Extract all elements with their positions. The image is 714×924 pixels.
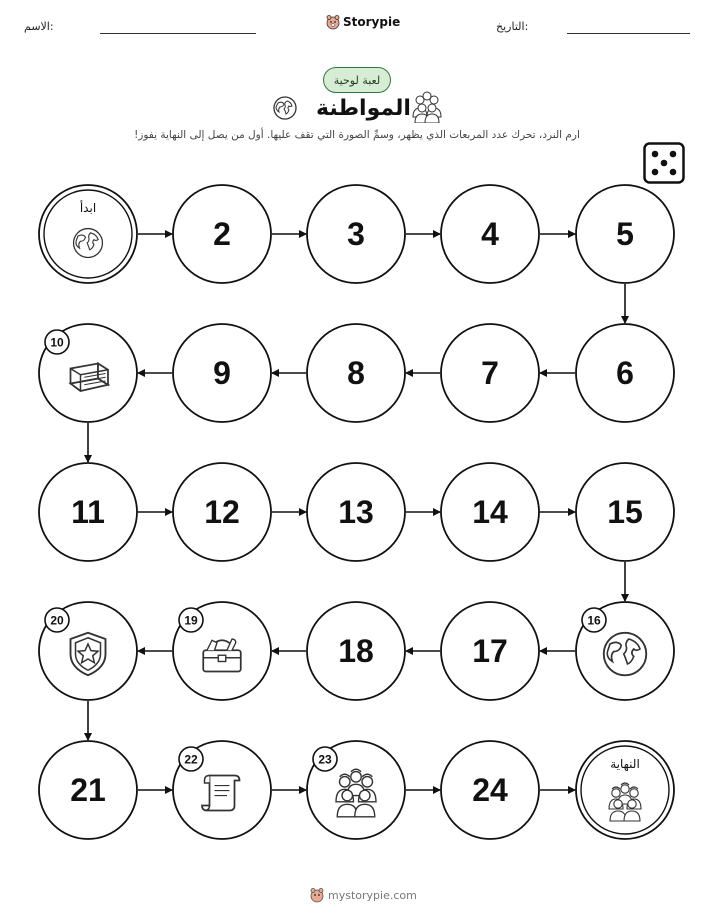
- space-number: 6: [616, 355, 634, 391]
- board-space: [173, 741, 271, 839]
- board-space: [441, 185, 539, 283]
- storypie-mascot-icon: [310, 887, 324, 903]
- space-number: 20: [50, 613, 64, 628]
- brand-name: Storypie: [343, 15, 401, 29]
- space-number: 19: [184, 613, 198, 628]
- board-space: [307, 324, 405, 422]
- board-space: [441, 741, 539, 839]
- space-number: 18: [338, 633, 374, 669]
- board-space: [307, 741, 405, 839]
- space-number: 10: [50, 335, 64, 350]
- book-icon: [71, 364, 109, 392]
- space-number: 7: [481, 355, 499, 391]
- space-number: 14: [472, 494, 508, 530]
- space-number: 5: [616, 216, 634, 252]
- space-number: 21: [70, 772, 106, 808]
- board-space: [39, 602, 137, 700]
- board-space: [576, 602, 674, 700]
- board-space: [307, 602, 405, 700]
- board-space: [39, 324, 137, 422]
- globe-icon: [604, 633, 647, 676]
- instructions-text: ارم النرد، تحرك عدد المربعات الذي يظهر، وسمِّ الصورة التي تقف عليها. أول من يصل إلى النهاية يفوز!: [134, 129, 580, 141]
- space-number: 15: [607, 494, 643, 530]
- globe-icon: [74, 229, 103, 258]
- space-number: 11: [71, 494, 105, 530]
- space-number: 4: [481, 216, 499, 252]
- space-number: 8: [347, 355, 365, 391]
- board-space: [39, 185, 137, 283]
- space-number: 22: [184, 752, 198, 767]
- space-number: 9: [213, 355, 231, 391]
- board-space: [39, 463, 137, 561]
- space-number: 13: [338, 494, 374, 530]
- board-space: [307, 185, 405, 283]
- board-space: [173, 185, 271, 283]
- date-label: التاريخ:: [496, 20, 529, 33]
- dice-icon: [643, 142, 685, 184]
- board-space: [173, 324, 271, 422]
- space-number: 23: [318, 752, 332, 767]
- board-space: [39, 741, 137, 839]
- board-space: [576, 185, 674, 283]
- space-number: 16: [587, 613, 601, 628]
- space-number: 2: [213, 216, 231, 252]
- footer-url: mystorypie.com: [328, 888, 417, 902]
- board-space: [441, 324, 539, 422]
- board-space: [576, 324, 674, 422]
- space-number: 24: [472, 772, 508, 808]
- board-space: [173, 463, 271, 561]
- finish-label: النهاية: [610, 757, 640, 771]
- space-number: 17: [472, 633, 508, 669]
- board-space: [441, 602, 539, 700]
- board-space: [576, 463, 674, 561]
- board-space: [173, 602, 271, 700]
- board-space: [441, 463, 539, 561]
- board-space: [307, 463, 405, 561]
- name-label: الاسم:: [24, 20, 54, 33]
- footer: [310, 887, 417, 903]
- start-label: ابدأ: [79, 201, 97, 215]
- board-game-badge: لعبة لوحية: [323, 67, 391, 93]
- page-title: المواطنة: [316, 96, 411, 121]
- space-number: 12: [204, 494, 240, 530]
- board-space: [576, 741, 674, 839]
- space-number: 3: [347, 216, 365, 252]
